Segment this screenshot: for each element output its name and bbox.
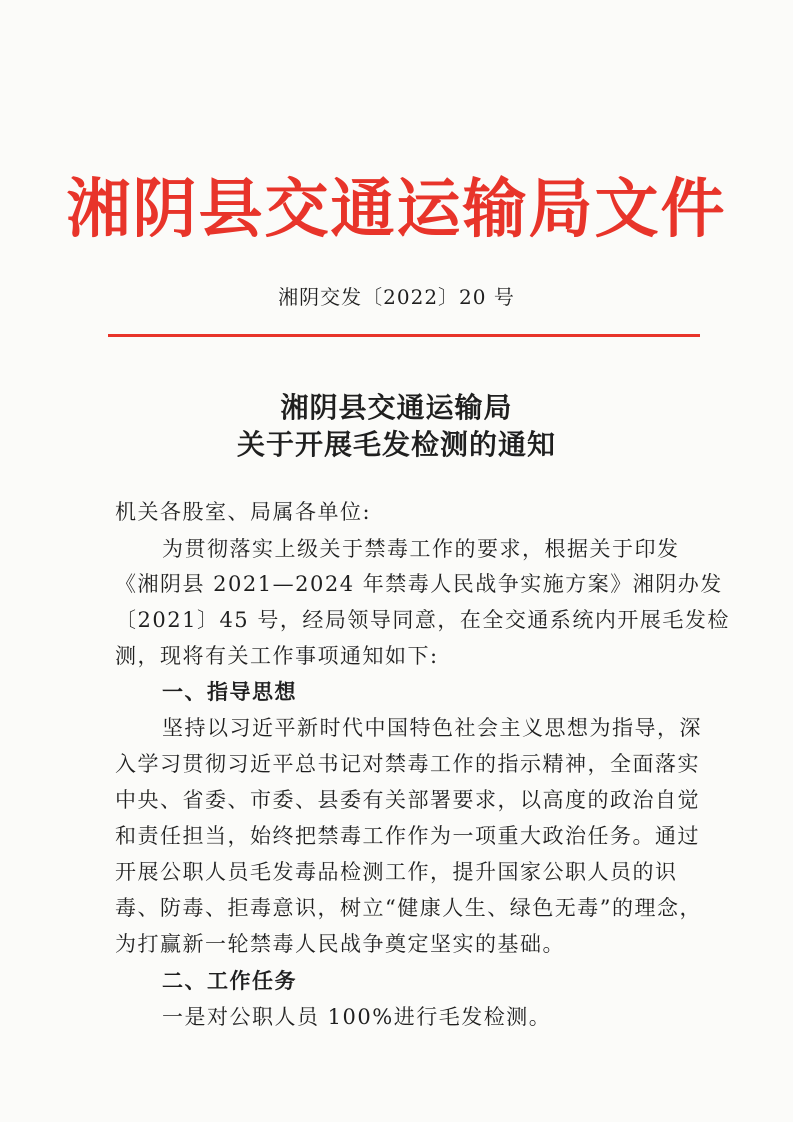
section2-heading: 二、工作任务 bbox=[162, 969, 297, 993]
intro-line: 为贯彻落实上级关于禁毒工作的要求，根据关于印发 bbox=[162, 537, 680, 561]
notice-title-line2: 关于开展毛发检测的通知 bbox=[236, 428, 556, 461]
section1-line: 中央、省委、市委、县委有关部署要求，以高度的政治自觉 bbox=[115, 788, 700, 812]
document-header-title: 湘阴县交通运输局文件 bbox=[66, 172, 727, 247]
recipients-line: 机关各股室、局属各单位: bbox=[115, 500, 372, 524]
section1-heading: 一、指导思想 bbox=[162, 680, 297, 704]
intro-line: 测，现将有关工作事项通知如下: bbox=[115, 644, 439, 668]
intro-line: 〔2021〕45 号，经局领导同意，在全交通系统内开展毛发检 bbox=[115, 608, 730, 632]
section1-line: 坚持以习近平新时代中国特色社会主义思想为指导，深 bbox=[162, 716, 702, 740]
notice-title-line1: 湘阴县交通运输局 bbox=[280, 391, 513, 424]
section2-line: 一是对公职人员 100%进行毛发检测。 bbox=[162, 1005, 552, 1029]
section1-line: 毒、防毒、拒毒意识，树立“健康人生、绿色无毒”的理念， bbox=[115, 896, 702, 920]
section1-line: 和责任担当，始终把禁毒工作作为一项重大政治任务。通过 bbox=[115, 824, 700, 848]
red-divider-line bbox=[108, 334, 700, 337]
section1-line: 为打赢新一轮禁毒人民战争奠定坚实的基础。 bbox=[115, 932, 565, 956]
section1-line: 入学习贯彻习近平总书记对禁毒工作的指示精神，全面落实 bbox=[115, 752, 700, 776]
intro-line: 《湘阴县 2021—2024 年禁毒人民战争实施方案》湘阴办发 bbox=[115, 572, 723, 596]
document-number: 湘阴交发〔2022〕20 号 bbox=[278, 285, 515, 309]
section1-line: 开展公职人员毛发毒品检测工作，提升国家公职人员的识 bbox=[115, 860, 678, 884]
